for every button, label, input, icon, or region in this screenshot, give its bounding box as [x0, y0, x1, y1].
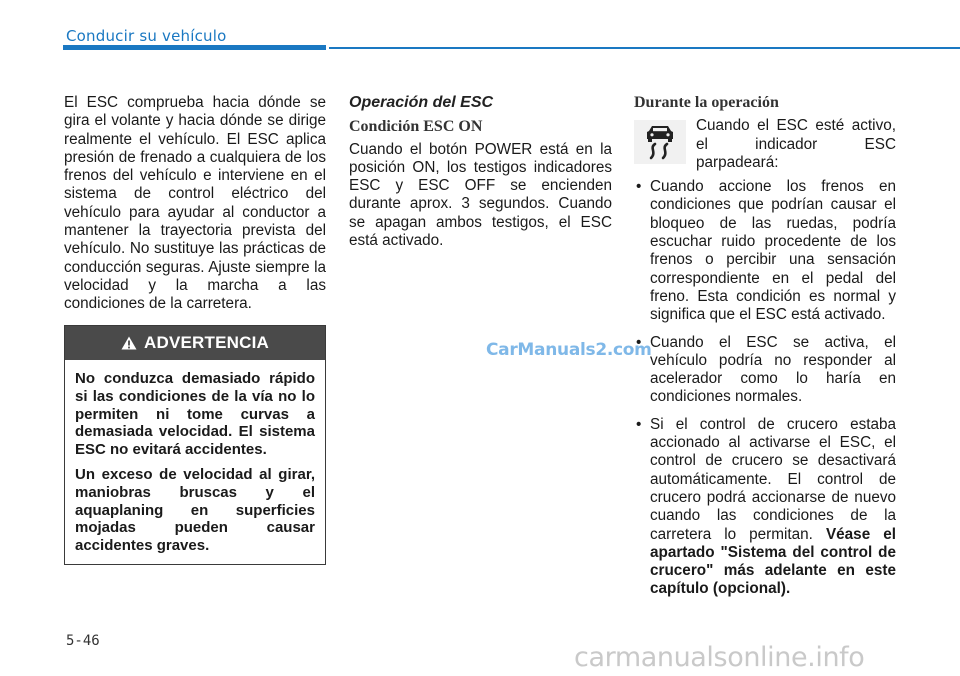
header-rule-thick — [63, 45, 326, 50]
esc-operation-heading: Operación del ESC — [349, 94, 494, 111]
esc-description-paragraph: El ESC comprueba hacia dónde se gira el volante y hacia dónde se dirige realmente el vehículo. El ESC aplica presión de frenado a cualquiera de los frenos del vehículo e interviene en el sistema de control eléctrico del vehículo para ayudar al conductor a mantener la trayectoria prevista del vehículo. No sustituye las prácticas de conducción seguras. Ajuste siempre la velocidad y la marcha a las condiciones de la carretera. — [64, 94, 326, 313]
list-item — [634, 416, 896, 599]
esc-car-skid-icon — [634, 120, 686, 164]
indicator-row — [634, 117, 896, 172]
warning-body — [65, 360, 325, 555]
warning-paragraph-2: Un exceso de velocidad al girar, maniobras bruscas y el aquaplaning en superficies mojadas pueden causar accidentes graves. — [75, 465, 315, 555]
list-item: • Cuando accione los frenos en condiciones que podrían causar el bloqueo de las ruedas, podría escuchar ruido procedente de los frenos o percibir una sensación correspondiente en el pedal del freno. Esta condición es normal y significa que el ESC está activado. — [634, 178, 896, 324]
operation-bullet-list — [634, 178, 896, 599]
esc-on-condition-heading: Condición ESC ON — [349, 118, 483, 136]
esc-on-condition-paragraph: Cuando el botón POWER está en la posición ON, los testigos indicadores ESC y ESC OFF se encienden durante aprox. 3 segundos. Cuando se apagan ambos testigos, el ESC está activado. — [349, 140, 612, 250]
list-item: • Cuando el ESC se activa, el vehículo podría no responder al acelerador como lo haría en condiciones normales. — [634, 334, 896, 407]
column-right — [634, 94, 896, 608]
watermark: CarManuals2.com — [486, 340, 652, 360]
cross-reference: Véase el apartado "Sistema del control de crucero" más adelante en este capítulo (opcional). — [650, 525, 896, 598]
warning-header — [65, 326, 325, 360]
site-footer: carmanualsonline.info — [574, 642, 865, 673]
warning-box — [64, 325, 326, 565]
column-middle — [349, 94, 612, 250]
section-title: Conducir su vehículo — [66, 27, 227, 45]
warning-title: ADVERTENCIA — [144, 333, 269, 352]
bullet-text: Si el control de crucero estaba accionado al activarse el ESC, el control de crucero se desactivará automáticamente. El control de crucero podrá accionarse de nuevo cuando las condiciones de la carretera lo permitan. — [650, 415, 896, 543]
indicator-text: Cuando el ESC esté activo, el indicador ESC parpadeará: — [696, 117, 896, 171]
header-rule-thin — [329, 47, 960, 49]
during-operation-heading: Durante la operación — [634, 94, 779, 111]
warning-paragraph-1: No conduzca demasiado rápido si las condiciones de la vía no lo permiten ni tome curvas a demasiada velocidad. El sistema ESC no evitará accidentes. — [75, 370, 315, 459]
column-left — [64, 94, 326, 314]
page-number: 5-46 — [66, 633, 100, 649]
warning-triangle-icon — [121, 336, 137, 350]
